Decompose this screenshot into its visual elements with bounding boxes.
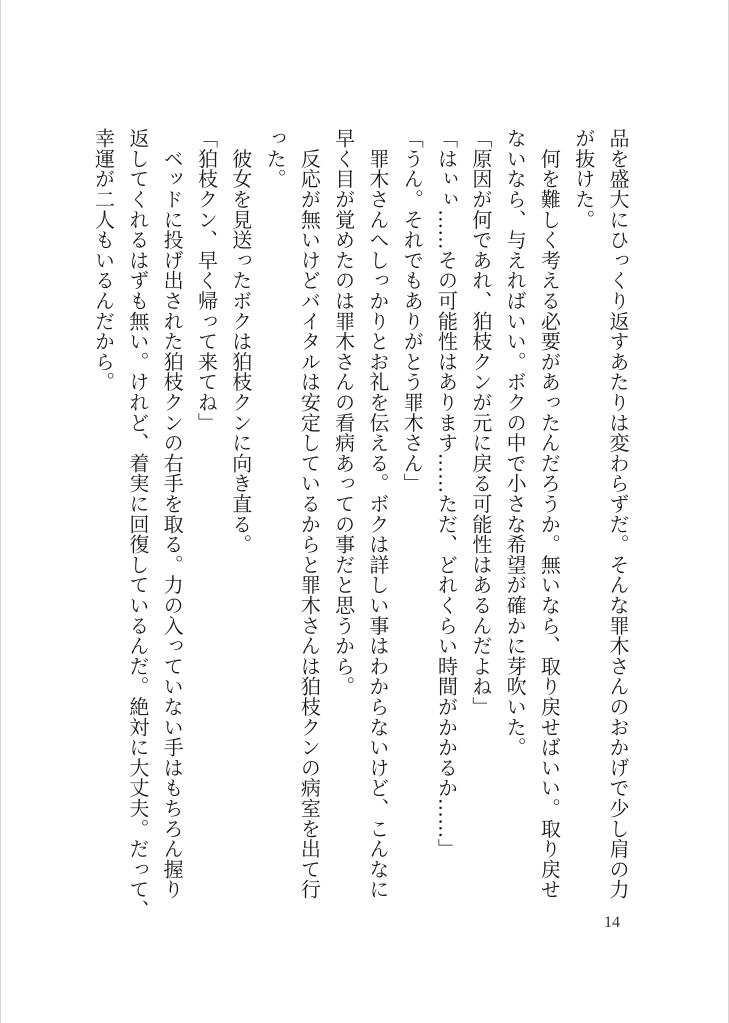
text-line: 「はぃぃ……その可能性はあります……ただ、どれくらい時間がかかるか……」: [434, 128, 459, 859]
text-line: 罪木さんへしっかりとお礼を伝える。ボクは詳しい事はわからないけど、こんなに: [365, 128, 390, 900]
text-line: 反応が無いけどバイタルは安定しているからと罪木さんは狛枝クンの病室を出て行: [297, 128, 322, 900]
text-line: 「原因が何であれ、狛枝クンが元に戻る可能性はあるんだよね」: [468, 128, 493, 717]
text-line: った。: [263, 128, 288, 189]
text-line: 彼女を見送ったボクは狛枝クンに向き直る。: [228, 128, 253, 555]
text-line: 幸運が二人もいるんだから。: [91, 128, 116, 392]
text-line: 早く目が覚めたのは罪木さんの看病あっての事だと思うから。: [331, 128, 356, 697]
text-line: ベッドに投げ出された狛枝クンの右手を取る。力の入っていない手はもちろん握り: [160, 128, 185, 900]
text-line: ないなら、与えればいい。ボクの中で小さな希望が確かに芽吹いた。: [503, 128, 528, 758]
text-line: 「狛枝クン、早く帰って来てね」: [194, 128, 219, 433]
text-line: 「うん。それでもありがとう罪木さん」: [400, 128, 425, 494]
page-number: 14: [604, 914, 620, 931]
text-line: 品を盛大にひっくり返すあたりは変わらずだ。そんな罪木さんのおかげで少し肩の力: [606, 128, 630, 900]
vertical-text-body: [86, 128, 635, 920]
text-line: 返してくれるはずも無い。けれど、着実に回復しているんだ。絶対に大丈夫。だって、: [125, 128, 150, 920]
text-line: 何を難しく考える必要があったんだろうか。無いなら、取り戻せばいい。取り戻せ: [537, 128, 562, 900]
text-line: が抜けた。: [571, 128, 596, 230]
